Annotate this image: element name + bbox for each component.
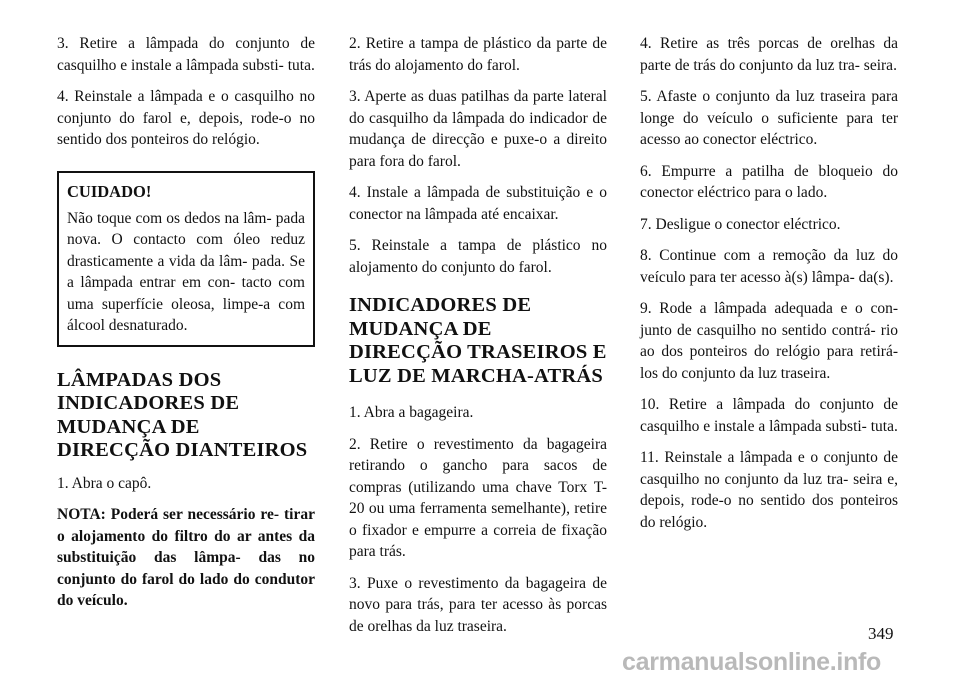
step-9-paragraph: 9. Rode a lâmpada adequada e o con- junto de casquilho no sentido contrá- rio ao dos ponteiros do relógio para retirá-los do conjunto da luz traseira. bbox=[640, 300, 898, 382]
step-2-paragraph: 2. Retire o revestimento da bagageira retirando o gancho para sacos de compras (utilizando uma chave Torx T-20 ou uma ferramenta semelhante), retire o fixador e empurre a correia de fixação para trás. bbox=[349, 435, 607, 560]
step-4-paragraph: 4. Instale a lâmpada de substituição e o conector na lâmpada até encaixar. bbox=[349, 184, 607, 223]
column-left bbox=[57, 33, 315, 622]
section-heading-front-indicators: LÂMPADAS DOS INDICADORES DE MUDANÇA DE DIRECÇÃO DIANTEIROS bbox=[57, 368, 308, 461]
column-middle bbox=[349, 33, 607, 647]
caution-title: CUIDADO! bbox=[67, 181, 152, 201]
step-4-paragraph: 4. Retire as três porcas de orelhas da parte de trás do conjunto da luz tra- seira. bbox=[640, 35, 898, 74]
step-10-paragraph: 10. Retire a lâmpada do conjunto de casquilho e instale a lâmpada substi- tuta. bbox=[640, 396, 898, 435]
step-6-paragraph: 6. Empurre a patilha de bloqueio do conector eléctrico para o lado. bbox=[640, 162, 898, 201]
step-5-paragraph: 5. Afaste o conjunto da luz traseira para longe do veículo o suficiente para ter acesso ao conector eléctrico. bbox=[640, 88, 898, 148]
step-4-paragraph: 4. Reinstale a lâmpada e o casquilho no conjunto do farol e, depois, rode-o no sentido dos ponteiros do relógio. bbox=[57, 88, 315, 148]
column-right bbox=[640, 33, 898, 543]
section-heading-rear-indicators: INDICADORES DE MUDANÇA DE DIRECÇÃO TRASEIROS E LUZ DE MARCHA-ATRÁS bbox=[349, 294, 607, 387]
step-3-paragraph: 3. Puxe o revestimento da bagageira de novo para trás, para ter acesso às porcas de orelhas da luz traseira. bbox=[349, 574, 607, 635]
step-1-paragraph: 1. Abra o capô. bbox=[57, 474, 152, 492]
watermark: carmanualsonline.info bbox=[622, 648, 882, 676]
step-8-paragraph: 8. Continue com a remoção da luz do veículo para ter acesso à(s) lâmpa- da(s). bbox=[640, 247, 898, 286]
step-1-paragraph: 1. Abra a bagageira. bbox=[349, 404, 474, 421]
step-5-paragraph: 5. Reinstale a tampa de plástico no alojamento do conjunto do farol. bbox=[349, 237, 607, 276]
note-paragraph: NOTA: Poderá ser necessário re- tirar o alojamento do filtro do ar antes da substituição das lâmpa- das no conjunto do farol do lado do condutor do veículo. bbox=[57, 506, 315, 609]
step-3-paragraph: 3. Retire a lâmpada do conjunto de casquilho e instale a lâmpada substi- tuta. bbox=[57, 35, 315, 74]
step-2-paragraph: 2. Retire a tampa de plástico da parte de trás do alojamento do farol. bbox=[349, 35, 607, 74]
step-11-paragraph: 11. Reinstale a lâmpada e o conjunto de casquilho no conjunto da luz tra- seira e, depois, rode-o no sentido dos ponteiros do relógio. bbox=[640, 449, 898, 531]
caution-text: Não toque com os dedos na lâm- pada nova. O contacto com óleo reduz drasticamente a vida da lâm- pada. Se a lâmpada entrar em con- tacto com uma superfície oleosa, limpe-a com álcool desnaturado. bbox=[67, 209, 305, 334]
caution-box bbox=[57, 171, 315, 347]
page-number: 349 bbox=[868, 624, 894, 643]
step-7-paragraph: 7. Desligue o conector eléctrico. bbox=[640, 215, 841, 233]
step-3-paragraph: 3. Aperte as duas patilhas da parte lateral do casquilho da lâmpada do indicador de mudança de direcção e puxe-o a direito para fora do farol. bbox=[349, 88, 607, 170]
